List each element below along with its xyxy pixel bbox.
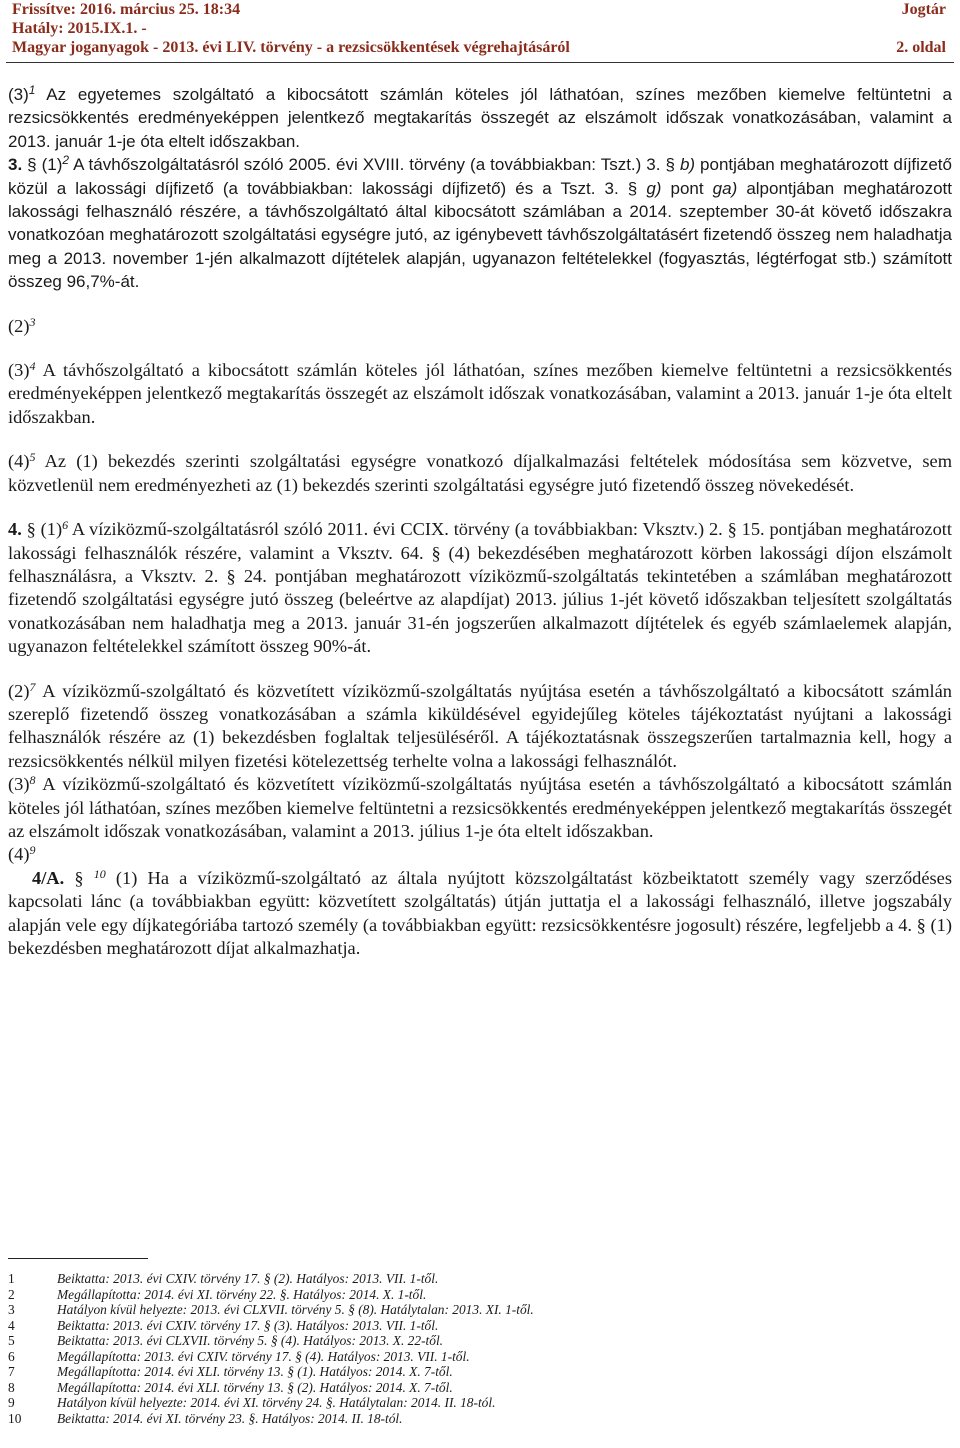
section-4a [8,867,952,961]
section-4 [8,518,952,658]
footnote-number: 9 [8,1395,15,1410]
footnote-text: Megállapította: 2013. évi CXIV. törvény 17. § (4). Hatályos: 2013. VII. 1-től. [57,1348,470,1364]
footnote-number: 2 [8,1286,15,1302]
footnote-text: Beiktatta: 2013. évi CLXVII. törvény 5. § (4). Hatályos: 2013. X. 22-től. [57,1333,444,1348]
footnote-item [0,1411,960,1427]
footnote-number: 5 [8,1333,15,1348]
footnote-text: Beiktatta: 2013. évi CXIV. törvény 17. § (3). Hatályos: 2013. VII. 1-től. [57,1317,439,1333]
paragraph-number: (2) [8,315,30,336]
paragraph-3-3 [8,359,952,429]
footnote-number: 10 [8,1410,22,1426]
section-number: 4. [8,519,22,540]
paragraph-text: Az egyetemes szolgáltató a kibocsátott számlán köteles jól láthatóan, színes mezőben kiemelve feltüntetni a rezsicsökkentés eredményeképpen jelentkező megtakarítás összegét az elszámolt időszak vonatkozásában, valamint a 2013. január 1-je óta eltelt időszakban. [8,85,952,151]
paragraph-3-2 [8,315,952,338]
footnote-text: Megállapította: 2014. évi XLI. törvény 13. § (2). Hatályos: 2014. X. 7-től. [57,1379,453,1395]
footnote-number: 3 [8,1302,15,1317]
page-header [6,0,954,63]
footnote-item [0,1333,960,1349]
footnote-item [0,1318,960,1334]
paragraph-number: (3) [8,360,30,381]
footnote-text: Beiktatta: 2014. évi XI. törvény 23. §. Hatályos: 2014. II. 18-tól. [57,1410,403,1426]
footnote-ref[interactable]: 5 [29,450,36,465]
paragraph-number: (2) [8,680,30,701]
paragraph-3-4 [8,450,952,497]
header-page-number: 2. oldal [896,39,946,56]
header-brand: Jogtár [901,1,946,18]
footnote-ref[interactable]: 6 [62,518,69,533]
paragraph-text: alpontjában meghatározott lakossági felhasználó részére, a távhőszolgáltató által kibocsátott számlában a 2014. szeptember 30-át követő időszakra vonatkozóan meghatározott szolgáltatási egységre jutó, az igénybevett távhőszolgáltatásért fizetendő összeg nem haladhatja meg a 2013. november 1-jén alkalmazott díjtételek alapján, ugyanazon feltételekkel (fogyasztás, légtérfogat stb.) számított összeg 96,7%-át. [8,178,952,292]
section-number: 3. [8,155,23,175]
paragraph-3-1 [8,83,952,153]
paragraph-4-4 [8,843,952,866]
footnote-text: Hatályon kívül helyezte: 2014. évi XI. törvény 24. §. Hatálytalan: 2014. II. 18-tól. [57,1395,496,1410]
paragraph-number: (3) [8,85,29,104]
point-ref: g) [646,178,662,198]
footnote-text: Megállapította: 2014. évi XLI. törvény 13. § (1). Hatályos: 2014. X. 7-től. [57,1364,453,1379]
paragraph-number: (4) [8,451,30,472]
paragraph-number: (3) [8,774,30,795]
paragraph-number: (4) [8,844,30,865]
footnote-text: Beiktatta: 2013. évi CXIV. törvény 17. § (2). Hatályos: 2013. VII. 1-től. [57,1271,439,1286]
footnote-number: 6 [8,1348,15,1364]
footnote-ref[interactable]: 2 [62,153,70,168]
paragraph-text: pontjában meghatározott díjfizető közül a lakossági díjfizető (a továbbiakban: lakossági díjfizető) és a Tszt. 3. § [8,155,952,198]
header-document-title: Magyar joganyagok - 2013. évi LIV. törvény - a rezsicsökkentések végrehajtásáról [12,39,570,56]
footnote-ref[interactable]: 3 [29,314,36,329]
paragraph-text: Az (1) bekezdés szerinti szolgáltatási egységre vonatkozó díjalkalmazási feltételek módosítása sem közvetve, sem közvetlenül nem eredményezheti az (1) bekezdés szerinti szolgáltatási egységre jutó fizetendő összeg növekedését. [8,451,952,495]
footnote-ref[interactable]: 10 [93,866,106,881]
paragraph-text: A víziközmű-szolgáltató és közvetített víziközmű-szolgáltatás nyújtása esetén a távhőszolgáltató a kibocsátott számlán köteles jól láthatóan, színes mezőben kiemelve feltüntetni a rezsicsökkentés eredményeképpen jelentkező megtakarítás összegét az elszámolt időszak vonatkozásában, valamint a 2013. július 1-je óta eltelt időszakban. [8,774,952,841]
footnote-number: 8 [8,1379,15,1395]
paragraph-number: § (1) [21,519,63,540]
header-updated: Frissítve: 2016. március 25. 18:34 [12,1,241,18]
paragraph-text: A távhőszolgáltatásról szóló 2005. évi XVIII. törvény (a továbbiakban: Tszt.) 3. § [69,155,680,175]
header-validity: Hatály: 2015.IX.1. - [12,20,147,37]
paragraph-text: A víziközmű-szolgáltató és közvetített víziközmű-szolgáltatás nyújtása esetén a távhőszolgáltató a kibocsátott számlán szereplő fizetendő összeg vonatkozásában a számla kiküldésével egyidejűleg köteles tájékoztatást nyújtani a lakossági felhasználók részére az (1) bekezdésben foglaltak teljesüléséről. A tájékoztatásnak összegszerűen tartalmaznia kell, hogy a rezsicsökkentés nélkül milyen fizetési kötelezettség terhelte volna a lakossági felhasználót. [8,680,952,771]
footnote-item [0,1364,960,1380]
footnote-divider [8,1258,148,1259]
footnote-ref[interactable]: 9 [29,843,36,858]
footnote-item [0,1287,960,1303]
footnote-text: Megállapította: 2014. évi XI. törvény 22. §. Hatályos: 2014. X. 1-től. [57,1286,427,1302]
footnote-text: Hatályon kívül helyezte: 2013. évi CLXVII. törvény 5. § (8). Hatálytalan: 2013. XI. 1-től. [57,1302,534,1317]
footnote-ref[interactable]: 1 [28,83,36,97]
point-ref: ga) [712,178,738,198]
paragraph-text: A távhőszolgáltató a kibocsátott számlán köteles jól láthatóan, színes mezőben kiemelve feltüntetni a rezsicsökkentés eredményeképpen jelentkező megtakarítás összegét az elszámolt időszak vonatkozásában, valamint a 2013. január 1-je óta eltelt időszakban. [8,360,952,427]
footnote-item [0,1349,960,1365]
footnote-item [0,1380,960,1396]
footnote-number: 7 [8,1364,15,1379]
paragraph-text: (1) Ha a víziközmű-szolgáltató az általa nyújtott közszolgáltatást közbeiktatott személy vagy szerződéses kapcsolati lánc (a továbbiakban együtt: közvetített szolgáltatás) útján juttatja el a lakossági felhasználó, illetve jogszabály alapján vele egy díjkategóriába tartozó személy (a továbbiakban együtt: rezsicsökkentésre jogosult) részére, legfeljebb a 4. § (1) bekezdésben meghatározott díjat alkalmazhatja. [8,867,953,958]
paragraph-text: pont [661,178,713,198]
paragraph-4-2 [8,680,952,774]
footnote-number: 1 [8,1271,15,1286]
footnote-ref[interactable]: 7 [29,679,36,694]
document-body [6,63,954,960]
section-sign: § [64,867,94,888]
point-ref: b) [679,155,696,175]
footnote-number: 4 [8,1317,15,1333]
footnote-ref[interactable]: 4 [29,359,36,374]
paragraph-number: § (1) [22,155,63,175]
paragraph-4-3 [8,773,952,843]
footnote-item [0,1395,960,1411]
footnote-ref[interactable]: 8 [29,773,36,788]
section-number: 4/A. [32,867,65,888]
section-3 [8,153,952,293]
footnote-item [0,1302,960,1318]
footnote-item [0,1271,960,1287]
footnotes-section [0,1258,960,1426]
paragraph-text: A víziközmű-szolgáltatásról szóló 2011. évi CCIX. törvény (a továbbiakban: Vksztv.) 2. § 15. pontjában meghatározott lakossági felhasználók részére, valamint a Vksztv. 64. § (4) bekezdésében meghatározott körben lakossági díjon elszámolt felhasználásra, a Vksztv. 2. § 24. pontjában meghatározott víziközmű-szolgáltatás tekintetében a számlában meghatározott fizetendő szolgáltatási egységre jutó összeg (beleértve az alapdíjat) 2013. július 1-jét követő időszakban teljesített szolgáltatás vonatkozásában nem haladhatja meg a 2013. január 31-én jogszerűen alkalmazott díjtételek és egyéb számlaelemek alapján, ugyanazon feltételekkel számított összeg 90%-át. [8,519,952,657]
footnote-list [0,1271,960,1426]
